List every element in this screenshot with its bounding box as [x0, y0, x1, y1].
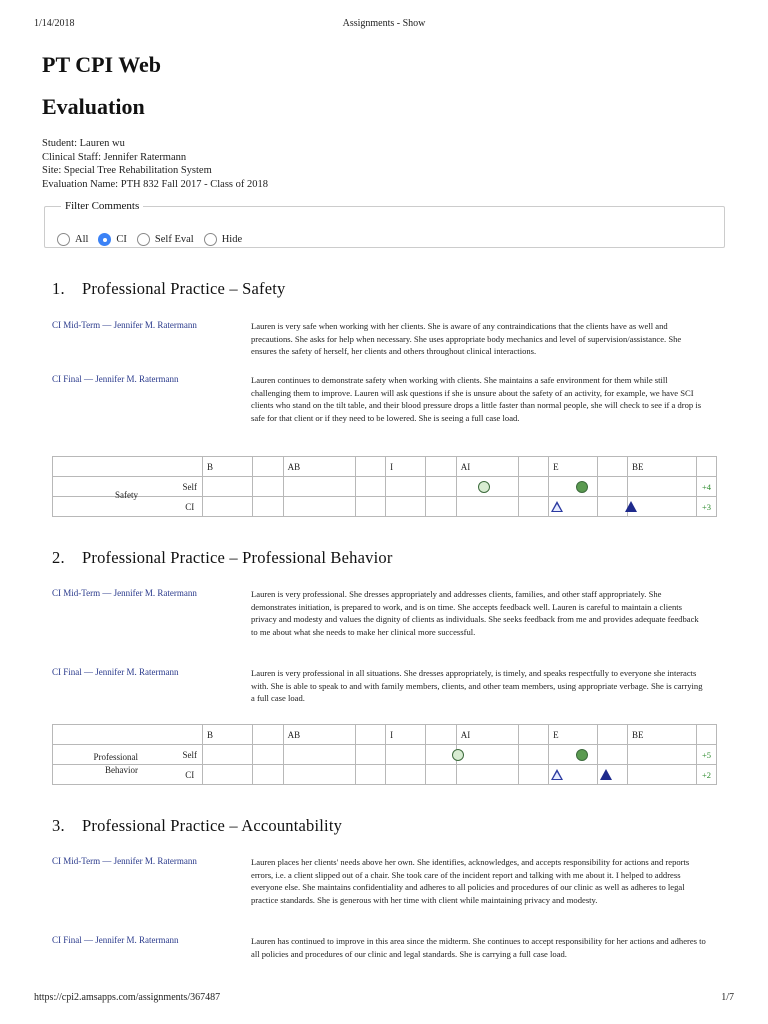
comment-author: CI Mid-Term — Jennifer M. Ratermann: [52, 856, 197, 866]
section-heading: 2. Professional Practice – Professional Behavior: [52, 548, 393, 567]
self-midterm-marker-icon: [452, 749, 464, 761]
scale-header-e: E: [549, 725, 598, 745]
self-score: +5: [697, 745, 717, 765]
self-score: +4: [697, 477, 717, 497]
ci-score: +3: [697, 497, 717, 517]
radio-unselected-icon: [137, 233, 150, 246]
filter-comments-group: [44, 200, 725, 248]
filter-legend: Filter Comments: [65, 200, 140, 212]
radio-selected-icon: [98, 233, 111, 246]
scale-header-be: BE: [628, 457, 697, 477]
scale-header-ai: AI: [456, 725, 518, 745]
page-title-line2: Evaluation: [42, 94, 145, 119]
evaluation-name-line: Evaluation Name: PTH 832 Fall 2017 - Class of 2018: [42, 178, 269, 190]
radio-unselected-icon: [57, 233, 70, 246]
comment-author: CI Final — Jennifer M. Ratermann: [52, 935, 179, 945]
evaluation-meta: [42, 137, 268, 191]
rating-row-label: Professional Behavior: [93, 752, 138, 775]
ci-row-label: CI: [178, 497, 203, 517]
rating-scale-table: [52, 456, 717, 517]
print-doc-title: Assignments - Show: [342, 18, 426, 29]
comment-text: Lauren places her clients' needs above her own. She identifies, acknowledges, and accepts responsibility for actions and reports errors, i.e. a client slipped out of a chair. She took care of the incident report and talking with me about it. I helped to address everyone else. She maintains confidentiality and adheres to all policies and procedures of our clinic as well as adheres to legal practice standards. She is generous with her time with client while maintaining privacy and modesty.: [251, 857, 690, 905]
filter-hide-radio[interactable]: Hide: [204, 233, 242, 246]
scale-header-b: B: [203, 725, 253, 745]
comment-author: CI Final — Jennifer M. Ratermann: [52, 667, 179, 677]
print-url: https://cpi2.amsapps.com/assignments/367487: [34, 992, 221, 1003]
scale-header-ai: AI: [456, 457, 518, 477]
ci-final-marker-icon: [600, 769, 612, 780]
section-heading: 1. Professional Practice – Safety: [52, 279, 286, 298]
comment-text: Lauren is very professional. She dresses appropriately and addresses clients, families, and other staff appropriately. She demonstrates initiation, is prepared to work, and is on time. She accepts feedback well. Lauren is careful to maintain a clients privacy and modesty and values the dignity of clients as individuals. She seeks feedback from me and provides adequate feedback to me about what she needs to make her clinical more successful.: [251, 589, 699, 637]
student-line: Student: Lauren wu: [42, 138, 125, 149]
scale-header-b: B: [203, 457, 253, 477]
rating-scale-table: [52, 724, 717, 785]
self-row-label: Self: [178, 477, 203, 497]
page-title-line1: PT CPI Web: [42, 52, 161, 77]
print-page-number: 1/7: [721, 992, 734, 1003]
site-line: Site: Special Tree Rehabilitation System: [42, 165, 212, 176]
scale-header-be: BE: [628, 725, 697, 745]
self-final-marker-icon: [576, 749, 588, 761]
filter-ci-radio[interactable]: CI: [98, 233, 127, 246]
scale-header-ab: AB: [283, 457, 355, 477]
comment-author: CI Mid-Term — Jennifer M. Ratermann: [52, 588, 197, 598]
self-row-label: Self: [178, 745, 203, 765]
ci-midterm-marker-icon: [551, 769, 563, 780]
self-midterm-marker-icon: [478, 481, 490, 493]
ci-score: +2: [697, 765, 717, 785]
comment-author: CI Mid-Term — Jennifer M. Ratermann: [52, 320, 197, 330]
ci-final-marker-icon: [625, 501, 637, 512]
rating-row-label: Safety: [115, 490, 138, 500]
section-heading: 3. Professional Practice – Accountability: [52, 816, 343, 835]
print-footer: [34, 992, 734, 1006]
comment-text: Lauren is very safe when working with her clients. She is aware of any contraindications that the clients have as well and precautions. She asks for help when necessary. She uses appropriate body mechanics and level of supervision/assistance. She ensures the safety of herself, her clients and others throughout clinical interactions.: [251, 321, 682, 356]
radio-unselected-icon: [204, 233, 217, 246]
scale-header-e: E: [549, 457, 598, 477]
filter-all-radio[interactable]: All: [57, 233, 88, 246]
scale-header-i: I: [386, 457, 426, 477]
scale-header-ab: AB: [283, 725, 355, 745]
comment-author: CI Final — Jennifer M. Ratermann: [52, 374, 179, 384]
ci-row-label: CI: [178, 765, 203, 785]
print-date: 1/14/2018: [34, 18, 75, 29]
clinical-staff-line: Clinical Staff: Jennifer Ratermann: [42, 151, 187, 163]
filter-self-eval-radio[interactable]: Self Eval: [137, 233, 194, 246]
comment-text: Lauren continues to demonstrate safety when working with clients. She maintains a safe environment for them while still challenging them to improve. Lauren will ask questions if she is unsure about the safety of an activity, for example, we have SCI clients who stand on the tilt table, and their blood pressure drops a little faster than normal people, she will check to see if a drop is safe for that client or if they need to be lowered. She is seeing a full case load.: [251, 375, 702, 423]
ci-midterm-marker-icon: [551, 501, 563, 512]
print-header: [34, 18, 734, 32]
comment-text: Lauren has continued to improve in this area since the midterm. She continues to accept responsibility for her actions and adheres to all policies and procedures of our clinic and legal standards. She is carrying a full case load.: [251, 936, 706, 959]
comment-text: Lauren is very professional in all situations. She dresses appropriately, is timely, and speaks respectfully to everyone she interacts with. She is able to speak to and with family members, clients, and other team members, using appropriate verbage. She is carrying a full case load.: [251, 668, 703, 703]
self-final-marker-icon: [576, 481, 588, 493]
scale-header-i: I: [386, 725, 426, 745]
